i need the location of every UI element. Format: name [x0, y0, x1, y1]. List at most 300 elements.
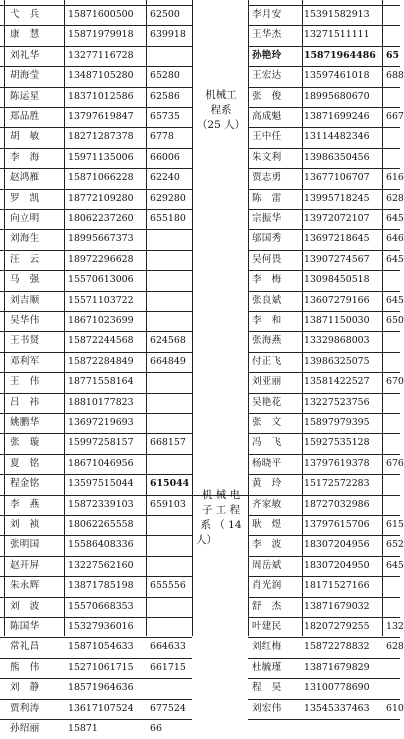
mobile-number: 15872284849	[68, 355, 134, 367]
person-name: 吴艳花	[252, 396, 282, 408]
short-number: 664633	[150, 641, 186, 653]
department-count: 系 （ 14	[200, 519, 242, 531]
mobile-number: 13271511111	[304, 29, 370, 41]
short-number: 655556	[150, 580, 186, 592]
row-divider	[248, 291, 400, 292]
person-name: 付正飞	[252, 355, 282, 367]
person-name: 刘吉顺	[10, 294, 40, 306]
person-name: 杨晓平	[252, 457, 282, 469]
row-divider	[248, 495, 400, 496]
row-divider	[248, 413, 400, 414]
mobile-number: 13972072107	[304, 213, 370, 224]
row-divider	[248, 168, 400, 169]
short-number: 639918	[150, 29, 186, 41]
person-name: 刘 祯	[10, 519, 40, 530]
short-number: 650	[386, 315, 404, 326]
short-number: 628	[386, 192, 404, 204]
person-name: 郑品胜	[10, 111, 40, 122]
row-divider	[0, 719, 192, 720]
person-name: 吴何畏	[252, 253, 282, 265]
table-row	[0, 250, 404, 270]
short-number	[150, 413, 190, 433]
mobile-number: 13581422527	[304, 376, 370, 388]
table-row	[0, 209, 404, 229]
short-number: 132	[386, 621, 404, 632]
person-name: 张海燕	[252, 335, 282, 347]
short-number	[386, 87, 400, 107]
short-number	[386, 678, 400, 698]
person-name: 陈 雷	[252, 192, 282, 204]
row-divider	[248, 250, 400, 251]
table-row	[0, 556, 404, 576]
short-number: 62240	[150, 172, 180, 184]
department-name-line: 程系	[210, 104, 232, 116]
mobile-number: 13277116728	[68, 49, 134, 61]
short-number: 667	[386, 111, 404, 122]
mobile-number: 13797615706	[304, 519, 370, 530]
short-number: 645	[386, 213, 404, 224]
table-row	[0, 699, 404, 719]
short-number: 645	[386, 559, 404, 571]
department-count: （25 人）	[196, 119, 246, 131]
person-name: 罗 凯	[10, 192, 40, 204]
row-divider	[0, 46, 192, 47]
department-name-line: 机械工	[205, 89, 237, 101]
row-divider	[0, 617, 192, 618]
mobile-number: 15872278832	[304, 641, 370, 653]
row-divider	[0, 515, 192, 516]
mobile-number: 13871679829	[304, 661, 370, 673]
short-number	[150, 46, 190, 66]
row-divider	[0, 66, 192, 67]
mobile-number: 15927535128	[304, 437, 370, 449]
row-divider	[0, 535, 192, 536]
short-number	[150, 291, 190, 311]
short-number: 664849	[150, 355, 186, 367]
person-name: 康 慧	[10, 29, 40, 41]
mobile-number: 15872339103	[68, 498, 134, 510]
person-name: 邓利军	[10, 355, 40, 367]
person-name: 李 燕	[10, 498, 40, 510]
mobile-number: 18771558164	[68, 376, 134, 388]
department-count-tail: 人）	[196, 534, 217, 546]
mobile-number: 13597515044	[68, 478, 134, 490]
mobile-number: 13329868003	[304, 335, 370, 347]
short-number	[150, 229, 190, 249]
row-divider	[248, 107, 400, 108]
row-divider	[248, 433, 400, 434]
row-divider	[0, 5, 192, 6]
short-number	[386, 25, 400, 45]
short-number	[150, 515, 190, 535]
table-row	[0, 413, 400, 433]
short-number	[150, 372, 190, 392]
department-name-line: 机 械 电	[201, 489, 241, 501]
person-name: 孙绍丽	[10, 723, 40, 734]
person-name: 弋 兵	[10, 9, 40, 20]
mobile-number: 18371012586	[68, 90, 134, 102]
mobile-number: 15971135006	[68, 151, 134, 163]
short-number	[150, 250, 190, 270]
person-name: 李 梅	[252, 274, 282, 286]
person-name: 陈国华	[10, 621, 40, 632]
table-row	[0, 372, 404, 392]
short-number	[386, 393, 400, 413]
row-divider	[248, 5, 400, 6]
row-divider	[248, 576, 400, 577]
person-name: 常礼昌	[10, 641, 40, 653]
table-row	[0, 46, 400, 66]
row-divider	[0, 168, 192, 169]
short-number: 646	[386, 233, 404, 245]
table-row	[0, 617, 404, 637]
person-name: 王书贤	[10, 335, 40, 347]
row-divider	[248, 474, 400, 475]
row-divider	[248, 127, 400, 128]
short-number	[386, 433, 400, 453]
mobile-number: 13871785198	[68, 580, 134, 592]
department-label-mechatronics	[192, 488, 250, 548]
short-number	[386, 331, 400, 351]
person-name: 冯 飞	[252, 437, 282, 449]
short-number	[386, 474, 400, 494]
mobile-number: 15871979918	[68, 29, 134, 41]
row-divider	[0, 474, 192, 475]
row-divider	[248, 311, 400, 312]
row-divider	[0, 495, 192, 496]
mobile-number: 15570613006	[68, 274, 134, 286]
row-divider	[248, 454, 400, 455]
person-name: 李 海	[10, 151, 40, 163]
person-name: 马 强	[10, 274, 40, 286]
mobile-number: 15172572283	[304, 478, 370, 490]
row-divider	[0, 637, 192, 638]
row-divider	[0, 250, 192, 251]
short-number: 670	[386, 376, 404, 388]
person-name: 夏 铭	[10, 457, 40, 469]
table-row	[0, 5, 400, 25]
mobile-number: 18571964636	[68, 682, 134, 694]
mobile-number: 15997258157	[68, 437, 134, 449]
mobile-number: 15271061715	[68, 661, 134, 673]
person-name: 吕 祎	[10, 396, 40, 408]
short-number: 629280	[150, 192, 186, 204]
row-divider	[248, 331, 400, 332]
person-name: 朱文利	[252, 151, 282, 163]
mobile-number: 13227562160	[68, 559, 134, 571]
person-name: 赵鸿雁	[10, 172, 40, 184]
table-row	[0, 331, 400, 351]
row-divider	[0, 352, 192, 353]
row-divider	[0, 678, 192, 679]
person-name: 程 昊	[252, 682, 282, 694]
mobile-number: 18171527166	[304, 580, 370, 592]
row-divider	[248, 597, 400, 598]
mobile-number: 15872244568	[68, 335, 134, 347]
person-name: 刘 静	[10, 682, 40, 694]
row-divider	[248, 515, 400, 516]
row-divider	[0, 454, 192, 455]
table-row	[0, 25, 400, 45]
short-number: 66006	[150, 151, 180, 163]
short-number	[386, 270, 400, 290]
short-number: 676	[386, 457, 404, 469]
mobile-number: 18062265558	[68, 519, 134, 530]
short-number: 66	[150, 723, 162, 734]
mobile-number: 15570668353	[68, 600, 134, 612]
row-divider	[248, 148, 400, 149]
row-divider	[248, 637, 400, 638]
table-row	[0, 576, 400, 596]
mobile-number: 18995680670	[304, 90, 370, 102]
short-number: 624568	[150, 335, 186, 347]
row-divider	[0, 25, 192, 26]
short-number: 65	[386, 49, 400, 61]
table-row	[0, 454, 404, 474]
short-number: 688	[386, 70, 404, 82]
person-name: 姚鹏华	[10, 417, 40, 428]
row-divider	[0, 433, 192, 434]
mobile-number: 13545337463	[304, 702, 370, 714]
mobile-number: 13986325075	[304, 355, 370, 367]
mobile-number: 13227523756	[304, 396, 370, 408]
person-name: 齐家敏	[252, 498, 282, 510]
short-number	[386, 495, 400, 515]
mobile-number: 15327936016	[68, 621, 134, 632]
person-name: 汪 云	[10, 253, 40, 265]
column-divider	[64, 0, 65, 636]
row-divider	[248, 189, 400, 190]
person-name: 李 波	[252, 539, 282, 551]
short-number: 65280	[150, 70, 180, 82]
person-name: 李月安	[252, 9, 282, 20]
table-row	[0, 189, 404, 209]
row-divider	[248, 699, 400, 700]
mobile-number: 18307204956	[304, 539, 370, 551]
mobile-number: 13617107524	[68, 702, 134, 714]
mobile-number: 13871699246	[304, 111, 370, 122]
row-divider	[0, 209, 192, 210]
person-name: 刘红梅	[252, 641, 282, 653]
person-name: 张 文	[252, 417, 282, 428]
mobile-number: 15897979395	[304, 417, 370, 428]
short-number	[386, 576, 400, 596]
mobile-number: 18727032986	[304, 498, 370, 510]
short-number	[386, 658, 400, 678]
row-divider	[0, 189, 192, 190]
mobile-number: 18271287378	[68, 131, 134, 143]
table-row	[0, 168, 404, 188]
mobile-number: 18810177823	[68, 396, 134, 408]
row-divider	[0, 229, 192, 230]
short-number	[386, 597, 400, 617]
person-name: 熊 伟	[10, 661, 40, 673]
short-number: 610	[386, 702, 404, 714]
row-divider	[0, 311, 192, 312]
table-row-partial	[0, 719, 400, 739]
person-name: 周岳斌	[252, 559, 282, 571]
short-number: 62586	[150, 90, 180, 102]
short-number: 645	[386, 253, 404, 265]
person-name: 杜毓瑾	[252, 661, 282, 673]
mobile-number: 18307204950	[304, 559, 370, 571]
row-divider	[0, 87, 192, 88]
mobile-number: 15871054633	[68, 641, 134, 653]
person-name: 朱永辉	[10, 580, 40, 592]
short-number	[150, 597, 190, 617]
short-number	[150, 270, 190, 290]
mobile-number: 13677106707	[304, 172, 370, 184]
mobile-number: 15871964486	[304, 49, 376, 61]
table-row	[0, 597, 400, 617]
person-name: 刘礼华	[10, 49, 40, 61]
short-number	[150, 393, 190, 413]
person-name: 吴华伟	[10, 315, 40, 326]
short-number: 6778	[150, 131, 174, 143]
person-name: 黄 玲	[252, 478, 282, 490]
person-name: 刘宏伟	[252, 702, 282, 714]
mobile-number: 13697218645	[304, 233, 370, 245]
column-divider	[302, 0, 303, 636]
row-divider	[248, 393, 400, 394]
short-number: 677524	[150, 702, 186, 714]
row-divider	[248, 87, 400, 88]
table-row	[0, 148, 400, 168]
short-number: 659103	[150, 498, 186, 510]
person-name: 孙艳玲	[252, 49, 282, 61]
mobile-number: 18772109280	[68, 192, 134, 204]
mobile-number: 13100778690	[304, 682, 370, 694]
person-name: 王华杰	[252, 29, 282, 41]
short-number	[386, 127, 400, 147]
mobile-number: 15391582913	[304, 9, 370, 20]
person-name: 邬国秀	[252, 233, 282, 245]
row-divider	[248, 25, 400, 26]
short-number: 645	[386, 294, 404, 306]
mobile-number: 13597461018	[304, 70, 370, 82]
mobile-number: 15871066228	[68, 172, 134, 184]
person-name: 高成魁	[252, 111, 282, 122]
table-row	[0, 270, 400, 290]
table-row	[0, 352, 400, 372]
person-name: 赵开屏	[10, 559, 40, 571]
row-divider	[0, 372, 192, 373]
row-divider	[248, 209, 400, 210]
table-row	[0, 229, 404, 249]
person-name: 胡 敏	[10, 131, 40, 143]
row-divider	[248, 658, 400, 659]
row-divider	[0, 107, 192, 108]
person-name: 张良斌	[252, 294, 282, 306]
row-divider	[0, 597, 192, 598]
row-divider	[248, 46, 400, 47]
person-name: 耿 煜	[252, 519, 282, 530]
short-number	[386, 413, 400, 433]
table-row	[0, 311, 404, 331]
mobile-number: 18972296628	[68, 253, 134, 265]
short-number: 655180	[150, 213, 186, 224]
short-number: 616	[386, 172, 404, 184]
row-divider	[248, 617, 400, 618]
short-number	[150, 617, 190, 637]
short-number	[150, 535, 190, 555]
mobile-number: 15871	[68, 723, 98, 734]
row-divider	[0, 413, 192, 414]
mobile-number: 13907274567	[304, 253, 370, 265]
row-divider	[248, 229, 400, 230]
mobile-number: 13114482346	[304, 131, 370, 143]
row-divider	[0, 148, 192, 149]
person-name: 王中任	[252, 131, 282, 143]
table-row	[0, 658, 400, 678]
mobile-number: 13487105280	[68, 70, 134, 82]
mobile-number: 18671023699	[68, 315, 134, 326]
short-number: 62500	[150, 9, 180, 20]
mobile-number: 13797619378	[304, 457, 370, 469]
short-number: 615	[386, 519, 404, 530]
short-number: 661715	[150, 661, 186, 673]
row-divider	[0, 576, 192, 577]
column-divider	[4, 0, 5, 636]
department-label-mechanical-engineering	[192, 88, 250, 133]
person-name: 陈运星	[10, 90, 40, 102]
mobile-number: 15586408336	[68, 539, 134, 551]
mobile-number: 13098450518	[304, 274, 370, 286]
person-name: 张明国	[10, 539, 40, 551]
mobile-number: 18207279255	[304, 621, 370, 632]
short-number	[150, 454, 190, 474]
mobile-number: 18995667373	[68, 233, 134, 245]
short-number: 668157	[150, 437, 186, 449]
column-divider	[382, 0, 383, 636]
mobile-number: 15871600500	[68, 9, 134, 20]
person-name: 王宏达	[252, 70, 282, 82]
row-divider	[0, 291, 192, 292]
person-name: 张 俊	[252, 90, 282, 102]
person-name: 李 和	[252, 315, 282, 326]
row-divider	[248, 535, 400, 536]
table-row	[0, 66, 404, 86]
department-name-line: 子 工 程	[201, 504, 241, 516]
mobile-number: 18062237260	[68, 213, 134, 224]
short-number: 652	[386, 539, 404, 551]
row-divider	[0, 658, 192, 659]
short-number	[150, 311, 190, 331]
table-row	[0, 433, 400, 453]
person-name: 张 璇	[10, 437, 40, 449]
mobile-number: 18671046956	[68, 457, 134, 469]
person-name: 宗振华	[252, 213, 282, 224]
mobile-number: 13871679032	[304, 600, 370, 612]
person-name: 王 伟	[10, 376, 40, 388]
row-divider	[248, 719, 400, 720]
person-name: 刘海生	[10, 233, 40, 245]
row-divider	[248, 372, 400, 373]
table-row	[0, 678, 400, 698]
short-number: 615044	[150, 478, 190, 490]
person-name: 刘亚丽	[252, 376, 282, 388]
person-name: 舒 杰	[252, 600, 282, 612]
person-name: 程金铭	[10, 478, 40, 490]
person-name: 刘 波	[10, 600, 40, 612]
row-divider	[248, 556, 400, 557]
column-divider	[146, 0, 147, 636]
row-divider	[0, 699, 192, 700]
person-name: 胡海莹	[10, 70, 40, 82]
row-divider	[248, 352, 400, 353]
person-name: 向立明	[10, 213, 40, 224]
person-name: 贾利涛	[10, 702, 40, 714]
